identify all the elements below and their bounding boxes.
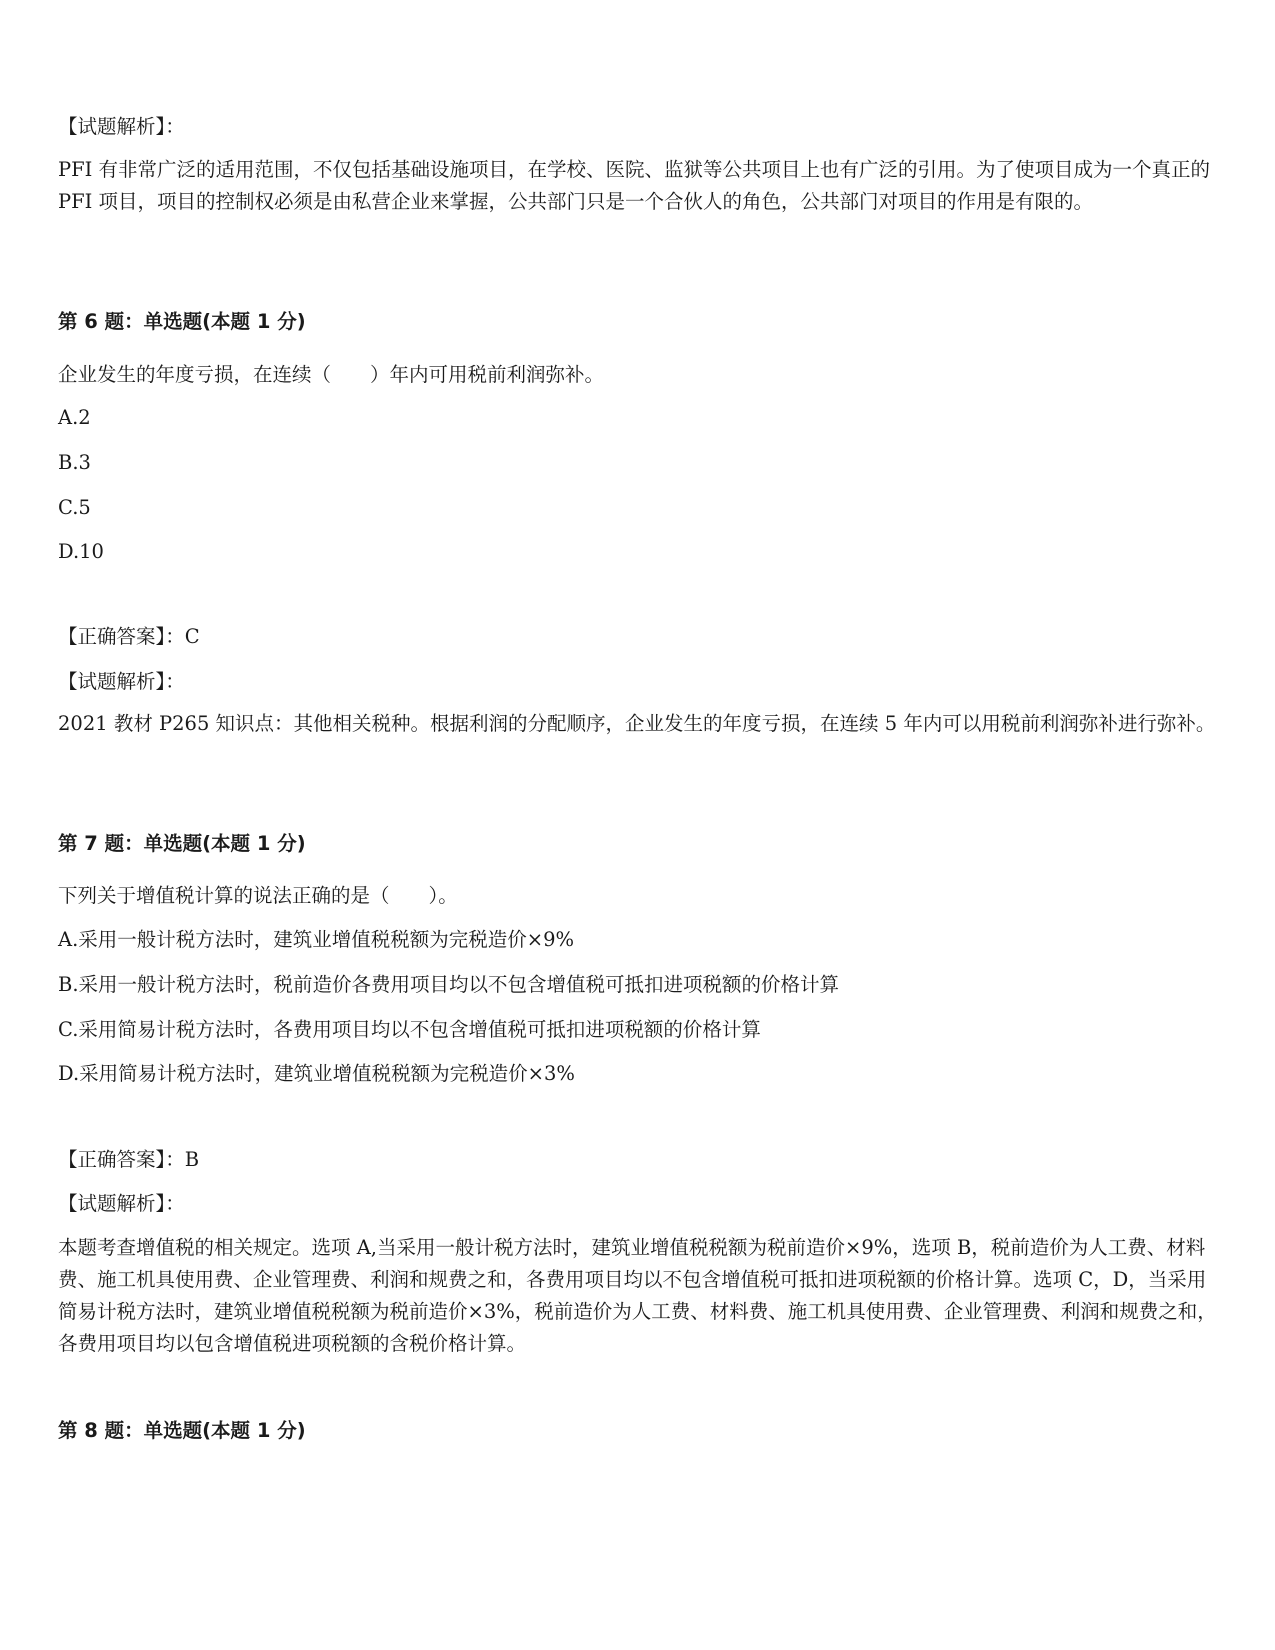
question-7-option-d: D.采用简易计税方法时，建筑业增值税税额为完税造价×3% <box>58 1062 575 1085</box>
question-6-heading: 第 6 题：单选题(本题 1 分) <box>58 310 306 333</box>
question-6-stem: 企业发生的年度亏损，在连续（ ）年内可用税前利润弥补。 <box>58 363 605 386</box>
question-7-option-b: B.采用一般计税方法时，税前造价各费用项目均以不包含增值税可抵扣进项税额的价格计算 <box>58 973 840 996</box>
question-6-option-b: B.3 <box>58 451 91 474</box>
question-6-option-c: C.5 <box>58 496 91 519</box>
question-6-answer: 【正确答案】：C <box>58 625 200 648</box>
question-7-analysis-text: 本题考查增值税的相关规定。选项 A,当采用一般计税方法时，建筑业增值税税额为税前造价×9%，选项 B，税前造价为人工费、材料费、施工机具使用费、企业管理费、利润和规费之和，各费用项目均以不包含增值税可抵扣进项税额的价格计算。选项 C，D，当采用简易计税方法时，建筑业增值税税额为税前造价×3%，税前造价为人工费、材料费、施工机具使用费、企业管理费、利润和规费之和，各费用项目均以包含增值税进项税额的含税价格计算。 <box>58 1236 1217 1355</box>
question-6-analysis-label: 【试题解析】： <box>58 670 185 693</box>
question-7-option-c: C.采用简易计税方法时，各费用项目均以不包含增值税可抵扣进项税额的价格计算 <box>58 1018 761 1041</box>
analysis-label: 【试题解析】： <box>58 115 185 138</box>
question-7-heading: 第 7 题：单选题(本题 1 分) <box>58 832 306 855</box>
question-7-answer: 【正确答案】：B <box>58 1148 200 1171</box>
question-8-heading: 第 8 题：单选题(本题 1 分) <box>58 1419 306 1442</box>
question-7-option-a: A.采用一般计税方法时，建筑业增值税税额为完税造价×9% <box>58 928 575 951</box>
question-6-option-d: D.10 <box>58 540 104 563</box>
analysis-text: PFI 有非常广泛的适用范围，不仅包括基础设施项目，在学校、医院、监狱等公共项目上也有广泛的引用。为了使项目成为一个真正的 PFI 项目，项目的控制权必须是由私营企业来掌握，公共部门只是一个合伙人的角色，公共部门对项目的作用是有限的。 <box>58 158 1211 213</box>
question-6-option-a: A.2 <box>58 406 91 429</box>
question-6-analysis-text: 2021 教材 P265 知识点：其他相关税种。根据利润的分配顺序，企业发生的年度亏损，在连续 5 年内可以用税前利润弥补进行弥补。 <box>58 712 1216 735</box>
question-7-analysis-label: 【试题解析】： <box>58 1192 185 1215</box>
question-7-stem: 下列关于增值税计算的说法正确的是（ ）。 <box>58 884 458 907</box>
